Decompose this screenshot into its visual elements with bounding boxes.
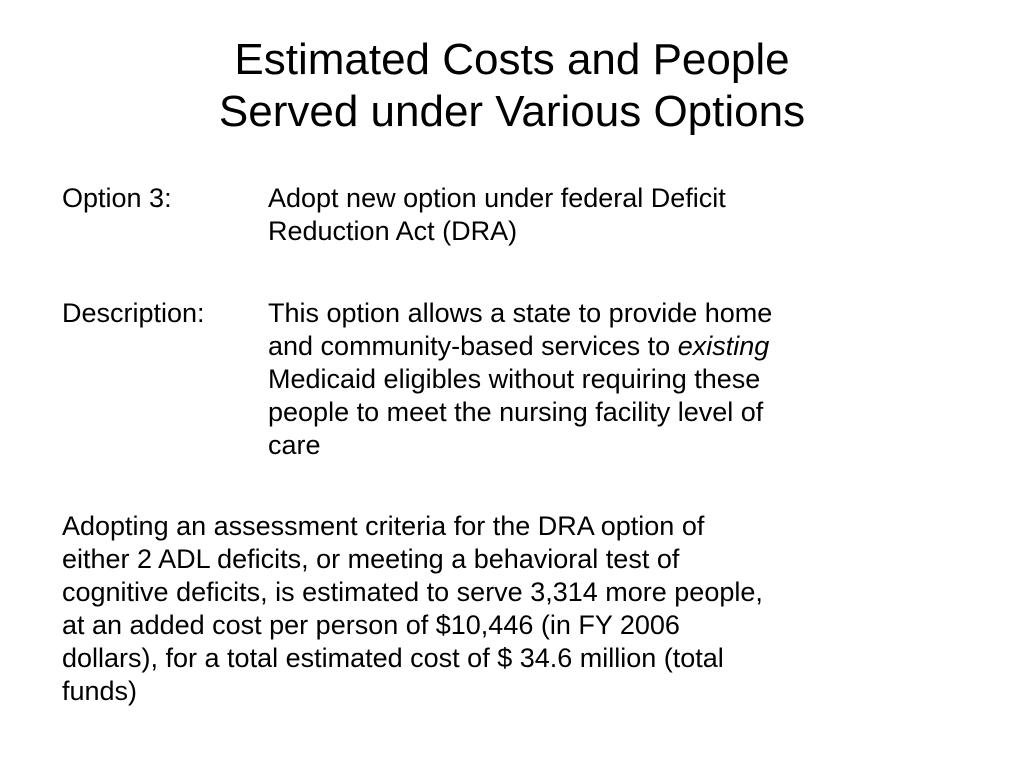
description-line-5: care — [268, 430, 321, 460]
summary-line-3: cognitive deficits, is estimated to serve 3,314 more people, — [62, 577, 763, 607]
description-line-1: This option allows a state to provide home — [268, 298, 773, 328]
summary-line-6: funds) — [62, 676, 138, 706]
slide-title — [0, 34, 1024, 138]
option-text-line-2: Reduction Act (DRA) — [268, 216, 518, 246]
option-text-line-1: Adopt new option under federal Deficit — [268, 183, 726, 213]
summary-line-1: Adopting an assessment criteria for the DRA option of — [62, 511, 705, 541]
description-line-3: Medicaid eligibles without requiring these — [268, 364, 761, 394]
description-line-2 — [268, 330, 928, 363]
description-emphasis: existing — [677, 331, 770, 361]
title-line-1: Estimated Costs and People — [234, 35, 790, 84]
description-label: Description: — [62, 298, 205, 328]
summary-line-2: either 2 ADL deficits, or meeting a behavioral test of — [62, 544, 680, 574]
summary-line-5: dollars), for a total estimated cost of $ 34.6 million (total — [62, 643, 724, 673]
option-text — [268, 182, 928, 248]
description-line-4: people to meet the nursing facility level of — [268, 397, 764, 427]
description-line-2-text: and community-based services to — [268, 331, 678, 361]
summary-line-4: at an added cost per person of $10,446 (in FY 2006 — [62, 610, 680, 640]
description-text — [268, 297, 928, 462]
title-line-2: Served under Various Options — [218, 87, 806, 136]
option-label: Option 3: — [62, 183, 172, 213]
summary-paragraph — [62, 510, 982, 708]
